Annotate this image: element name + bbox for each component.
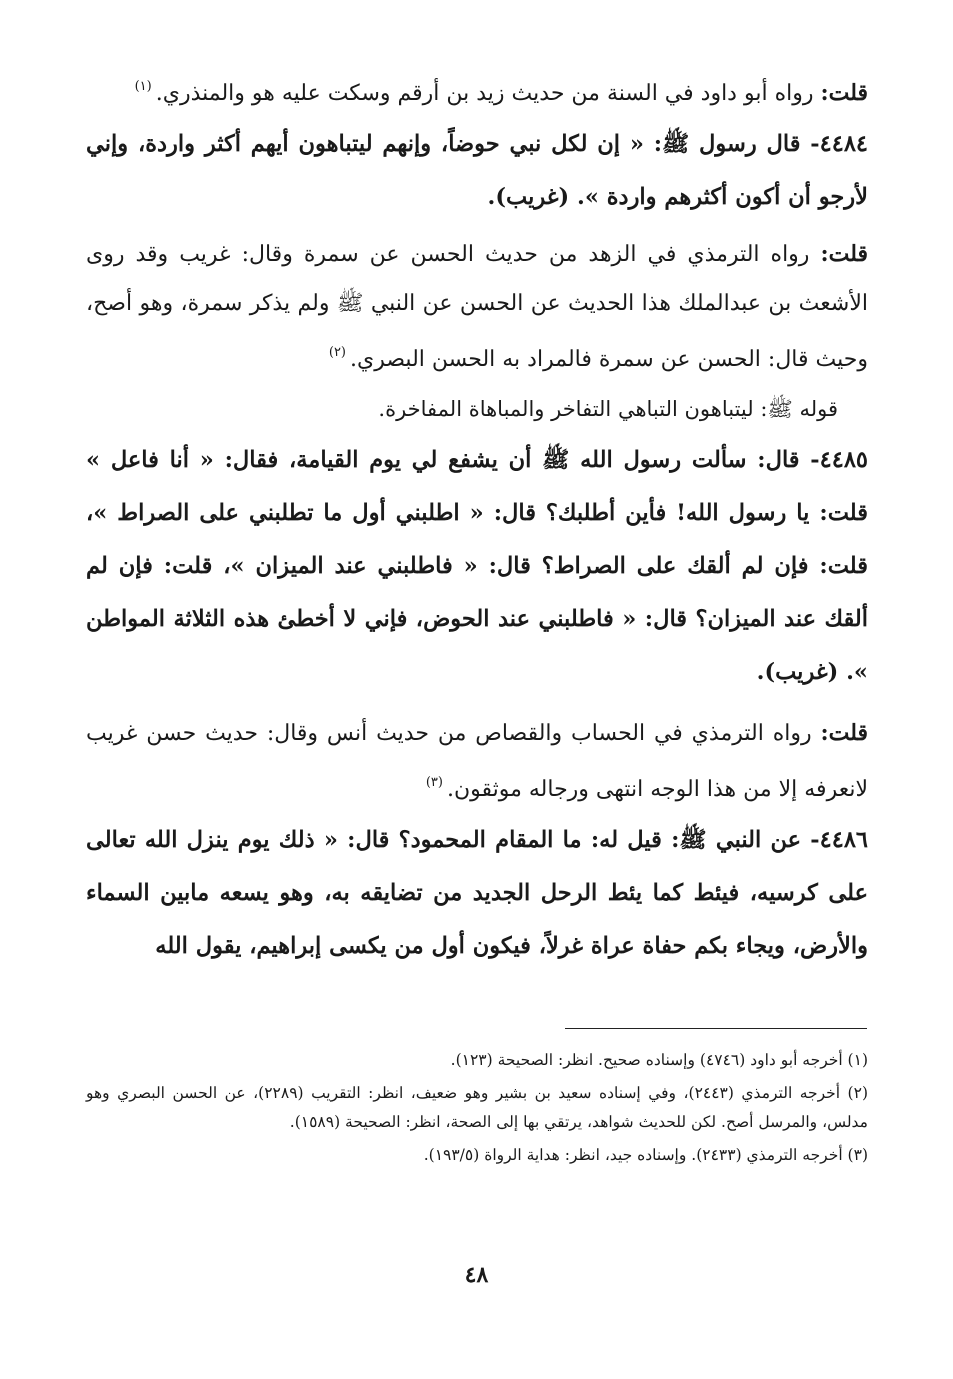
explanation-paragraph: قوله ﷺ: ليتباهون التباهي التفاخر والمباهاة المفاخرة. <box>378 397 838 421</box>
hadith-4486: ٤٤٨٦- عن النبي ﷺ: قيل له: ما المقام المحمود؟ قال: « ذلك يوم ينزل الله تعالى على كرسيه، فيئط كما يئط الرحل الجديد من تضايقه به، وهو يسعه مابين السماء والأرض، ويجاء بكم حفاة عراة غرلاً، فيكون أول من يكسى إبراهيم، يقول الله <box>86 827 868 959</box>
paragraph-text: رواه الترمذي في الحساب والقصاص من حديث أنس وقال: حديث حسن غريب لانعرفه إلا من هذا الوجه انتهى ورجاله موثقون. <box>86 721 868 802</box>
footnote-ref: (٣) <box>425 775 443 790</box>
footnote-1: (١) أخرجه أبو داود (٤٧٤٦) وإسناده صحيح. انظر: الصحيحة (١٢٣). <box>450 1051 868 1069</box>
footnote-ref: (١) <box>134 79 152 94</box>
footnotes <box>86 1046 868 1174</box>
footnote-3: (٣) أخرجه الترمذي (٢٤٣٣). وإسناده جيد، انظر: هداية الرواة (١٩٣/٥). <box>423 1146 868 1164</box>
commentary-paragraph <box>86 62 868 118</box>
footnote-2: (٢) أخرجه الترمذي (٢٤٤٣)، وفي إسناده سعيد بن بشير وهو ضعيف، انظر: التقريب (٢٢٨٩)، عن الحسن البصري وهو مدلس، والمرسل أصح. لكن للحديث شواهد، يرتقي بها إلى الصحة، انظر: الصحيحة (١٥٨٩). <box>86 1084 868 1131</box>
paragraph-text: رواه أبو داود في السنة من حديث زيد بن أرقم وسكت عليه هو والمنذري. <box>155 81 814 106</box>
hadith-4484: ٤٤٨٤- قال رسول ﷺ: « إن لكل نبي حوضاً، وإنهم ليتباهون أيهم أكثر واردة، وإني لأرجو أن أكون أكثرهم واردة ». (غريب). <box>86 131 868 210</box>
footnote-divider <box>565 1028 867 1029</box>
hadith-4485: ٤٤٨٥- قال: سألت رسول الله ﷺ أن يشفع لي يوم القيامة، فقال: « أنا فاعل » قلت: يا رسول الله! فأين أطلبك؟ قال: « اطلبني أول ما تطلبني على الصراط »، قلت: فإن لم ألقك على الصراط؟ قال: « فاطلبني عند الميزان »، قلت: فإن لم ألقك عند الميزان؟ قال: « فاطلبني عند الحوض، فإني لا أخطئ هذه الثلاثة المواطن ». (غريب). <box>86 447 868 685</box>
footnote-ref: (٢) <box>328 345 346 360</box>
paragraph-text: رواه الترمذي في الزهد من حديث الحسن عن سمرة وقال: غريب وقد روى الأشعث بن عبدالملك هذا الحديث عن الحسن عن النبي ﷺ ولم يذكر سمرة، وهو أصح، وحيث قال: الحسن عن سمرة فالمراد به الحسن البصري. <box>86 242 868 372</box>
page-number: ٤٨ <box>464 1262 489 1288</box>
commentary-paragraph <box>86 230 868 384</box>
commentary-paragraph <box>86 709 868 814</box>
paragraph-label: قلت: <box>820 80 868 106</box>
paragraph-label: قلت: <box>820 241 868 267</box>
paragraph-label: قلت: <box>820 720 868 746</box>
main-text <box>86 62 868 973</box>
